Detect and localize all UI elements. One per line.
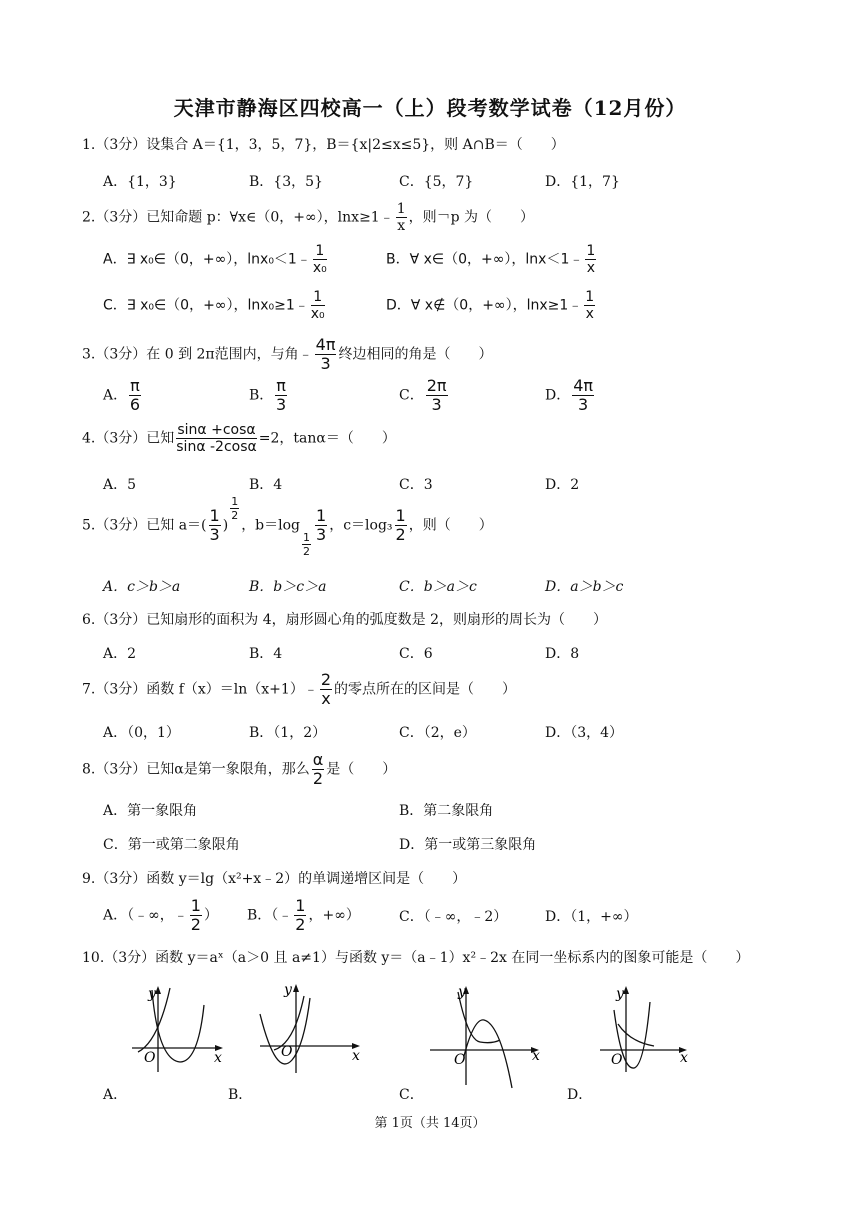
q8-option-d: D．第一或第三象限角: [399, 837, 537, 853]
q10-graph-b: [252, 978, 367, 1078]
svg-text:x: x: [532, 1048, 540, 1064]
q4-option-b: B．4: [249, 477, 283, 493]
question-1-stem: 1.（3分）设集合 A＝{1，3，5，7}，B＝{x|2≤x≤5}，则 A∩B＝（ ）: [82, 137, 565, 153]
question-9-stem: 9.（3分）函数 y＝lg（x²+x﹣2）的单调递增区间是（ ）: [82, 871, 467, 887]
q6-option-a: A．2: [103, 646, 137, 662]
q7-option-d: D．（3，4）: [545, 725, 624, 741]
q10-option-d: D．: [567, 1087, 593, 1103]
question-4-stem: 4.（3分）已知 $\frac{\sin\alpha +\cos\alpha}{\sin\alpha -2\cos\alpha}$ =2，tanα＝（ ）: [82, 422, 396, 455]
q3-option-d: D． $\frac{4\pi}{3}$: [545, 376, 594, 414]
q10-graph-c: [428, 980, 546, 1090]
svg-text:O: O: [611, 1052, 623, 1068]
q8-option-a: A．第一象限角: [103, 803, 198, 819]
q1-option-a: A．{1，3}: [103, 174, 177, 190]
page-title: 天津市静海区四校高一（上）段考数学试卷（12月份）: [173, 96, 687, 120]
question-7-stem: 7.（3分）函数 f（x）＝ln（x+1）﹣ $\frac{2}{x}$ 的零点所在的区间是（ ）: [82, 670, 517, 708]
q3-option-b: B． $\frac{\pi}{3}$: [249, 376, 287, 414]
q2-fraction: $\frac{1}{x}$: [396, 201, 406, 234]
q5-option-a: A．c＞b＞a: [103, 579, 181, 595]
q4-option-c: C．3: [399, 477, 433, 493]
q2-option-b: B．∀ x∈（0，+∞），lnx＜1﹣ $\frac{1}{x}$: [386, 243, 596, 276]
q7-option-c: C．（2，e）: [399, 725, 476, 741]
question-10-stem: 10.（3分）函数 y＝aˣ（a＞0 且 a≠1）与函数 y＝（a﹣1）x²﹣2x 在同一坐标系内的图象可能是（ ）: [82, 950, 750, 966]
q6-option-b: B．4: [249, 646, 283, 662]
q8-option-b: B．第二象限角: [399, 803, 494, 819]
q1-option-d: D．{1，7}: [545, 174, 620, 190]
svg-text:x: x: [680, 1050, 688, 1066]
svg-text:O: O: [144, 1050, 156, 1066]
q10-option-b: B．: [228, 1087, 253, 1103]
q3-option-c: C． $\frac{2\pi}{3}$: [399, 376, 447, 414]
q9-option-a: A．（﹣∞，﹣ $\frac{1}{2}$ ）: [103, 896, 218, 934]
q5-option-c: C．b＞a＞c: [399, 579, 477, 595]
svg-text:y: y: [458, 984, 466, 1000]
question-8-stem: 8.（3分）已知α是第一象限角，那么 $\frac{\alpha}{2}$ 是（ ）: [82, 750, 397, 788]
q7-option-a: A．（0，1）: [103, 725, 180, 741]
q2-option-c: C．∃ x₀∈（0，+∞），lnx₀≥1﹣ $\frac{1}{\text{x₀}}$: [103, 289, 325, 322]
q2-stem-pre: 2.（3分）已知命题 p：∀x∈（0，+∞），lnx≥1﹣: [82, 209, 394, 226]
q1-option-b: B．{3，5}: [249, 174, 323, 190]
question-6-stem: 6.（3分）已知扇形的面积为 4，扇形圆心角的弧度数是 2，则扇形的周长为（ ）: [82, 612, 607, 628]
q4-option-a: A．5: [103, 477, 137, 493]
svg-text:y: y: [616, 986, 624, 1002]
svg-text:x: x: [352, 1048, 360, 1064]
q9-option-c: C．（﹣∞，﹣2）: [399, 909, 508, 925]
question-5-stem: 5.（3分）已知 a＝( $\frac{1}{3}$ ) $\frac{1}{2}$ ，b＝log $\frac{1}{2}$ $\frac{1}{3}$ ，c＝log₃ $\frac{1}{2}$ ，则（ ）: [82, 495, 493, 558]
q2-stem-post: ，则￢p 为（ ）: [408, 209, 535, 226]
q10-option-a: A．: [103, 1087, 128, 1103]
svg-text:y: y: [148, 986, 156, 1002]
q10-graph-d: [596, 980, 696, 1075]
q1-option-c: C．{5，7}: [399, 174, 474, 190]
q9-option-b: B．（﹣ $\frac{1}{2}$ ，+∞）: [247, 896, 360, 934]
q5-option-b: B．b＞c＞a: [249, 579, 327, 595]
svg-text:y: y: [284, 982, 292, 998]
q3-option-a: A． $\frac{\pi}{6}$: [103, 376, 141, 414]
q4-fraction: $\frac{\sin\alpha +\cos\alpha}{\sin\alpha -2\cos\alpha}$: [176, 422, 257, 455]
page-footer: 第 1页（共 14页）: [374, 1116, 486, 1131]
q6-option-d: D．8: [545, 646, 580, 662]
q2-option-d: D．∀ x∉（0，+∞），lnx≥1﹣ $\frac{1}{x}$: [386, 289, 595, 322]
q4-option-d: D．2: [545, 477, 580, 493]
question-3-stem: 3.（3分）在 0 到 2π范围内，与角﹣ $\frac{4\pi}{3}$ 终边相同的角是（ ）: [82, 335, 493, 373]
q2-option-a: A．∃ x₀∈（0，+∞），lnx₀＜1﹣ $\frac{1}{\text{x₀}}$: [103, 243, 327, 276]
svg-text:O: O: [281, 1044, 293, 1060]
svg-text:x: x: [214, 1050, 222, 1066]
q3-fraction: $\frac{4\pi}{3}$: [315, 335, 336, 373]
svg-text:O: O: [454, 1052, 466, 1068]
q5-option-d: D．a＞b＞c: [545, 579, 624, 595]
q8-option-c: C．第一或第二象限角: [103, 837, 240, 853]
q9-option-d: D．（1，+∞）: [545, 909, 638, 925]
q10-graph-a: [128, 980, 228, 1075]
q7-option-b: B．（1，2）: [249, 725, 327, 741]
q6-option-c: C．6: [399, 646, 433, 662]
q10-option-c: C．: [399, 1087, 424, 1103]
question-2-stem: [82, 202, 534, 233]
